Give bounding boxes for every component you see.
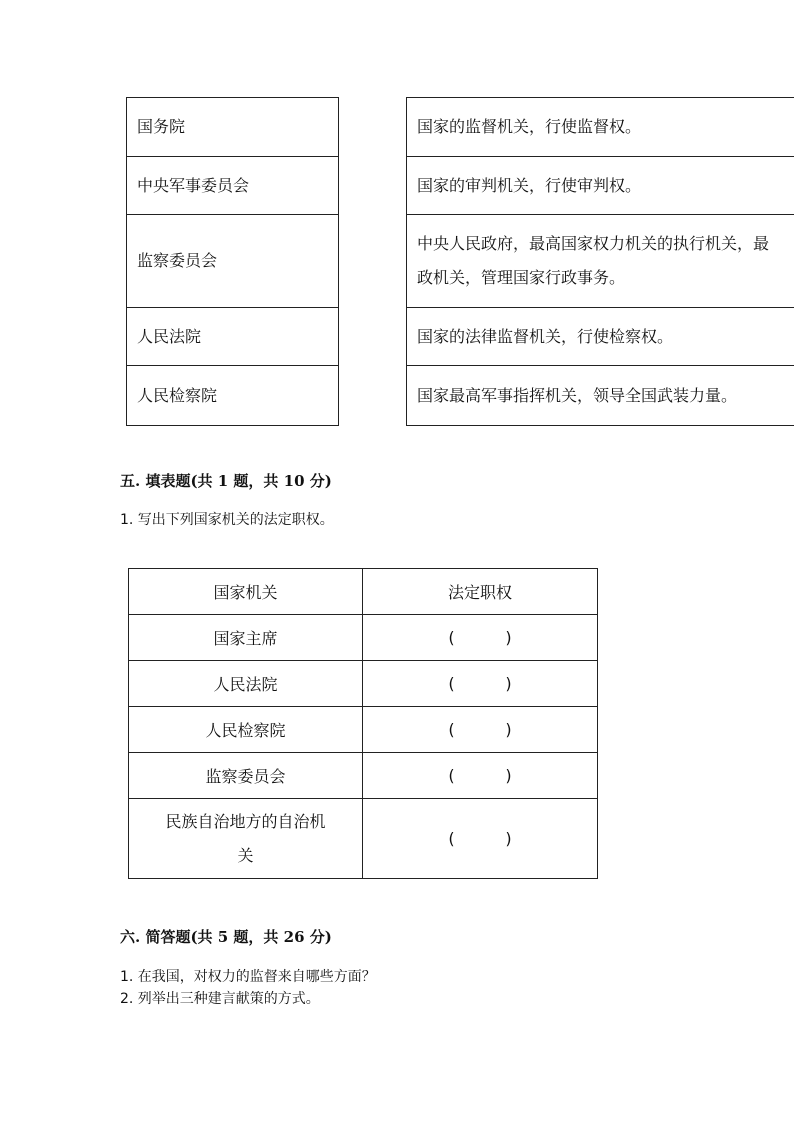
section-title: 六. 简答题(共 5 题，共 26 分)	[120, 928, 332, 946]
table-row	[129, 615, 598, 661]
matching-left-item: 监察委员会	[127, 215, 339, 308]
table-cell-blank[interactable]: ( )	[363, 707, 598, 753]
matching-right-column	[406, 97, 794, 426]
matching-left-item: 中央军事委员会	[127, 157, 339, 215]
matching-right-item: 国家的法律监督机关，行使检察权。	[407, 308, 794, 366]
table-row	[129, 753, 598, 799]
table-row	[129, 707, 598, 753]
table-cell-blank[interactable]: ( )	[363, 661, 598, 707]
table-row	[129, 799, 598, 879]
question-text: 1. 在我国，对权力的监督来自哪些方面？	[120, 969, 376, 985]
matching-left-item: 人民法院	[127, 308, 339, 366]
table-cell-organ: 监察委员会	[129, 753, 363, 799]
table-cell-blank[interactable]: ( )	[363, 615, 598, 661]
matching-right-item	[407, 215, 794, 308]
table-cell-blank[interactable]: ( )	[363, 799, 598, 879]
table-row	[129, 661, 598, 707]
table-header-row	[129, 569, 598, 615]
question-text: 2. 列举出三种建言献策的方式。	[120, 991, 320, 1007]
matching-right-item: 国家的监督机关，行使监督权。	[407, 98, 794, 157]
table-cell-organ: 民族自治地方的自治机 关	[129, 799, 363, 879]
table-cell-blank[interactable]: ( )	[363, 753, 598, 799]
table-cell-organ: 人民法院	[129, 661, 363, 707]
matching-right-item: 国家的审判机关，行使审判权。	[407, 157, 794, 215]
fill-in-table	[128, 568, 598, 879]
matching-right-item: 国家最高军事指挥机关，领导全国武装力量。	[417, 385, 738, 405]
matching-left-item: 国务院	[127, 98, 339, 157]
table-cell-organ: 人民检察院	[129, 707, 363, 753]
table-cell-organ: 国家主席	[129, 615, 363, 661]
matching-left-item: 人民检察院	[137, 385, 218, 405]
question-text: 1. 写出下列国家机关的法定职权。	[120, 512, 334, 528]
table-header-cell: 法定职权	[363, 569, 598, 615]
matching-right-item-text: 中央人民政府，最高国家权力机关的执行机关，最 政机关，管理国家行政事务。	[417, 234, 770, 287]
matching-left-column	[126, 97, 339, 426]
section-title: 五. 填表题(共 1 题，共 10 分)	[120, 472, 332, 490]
table-header-cell: 国家机关	[129, 569, 363, 615]
